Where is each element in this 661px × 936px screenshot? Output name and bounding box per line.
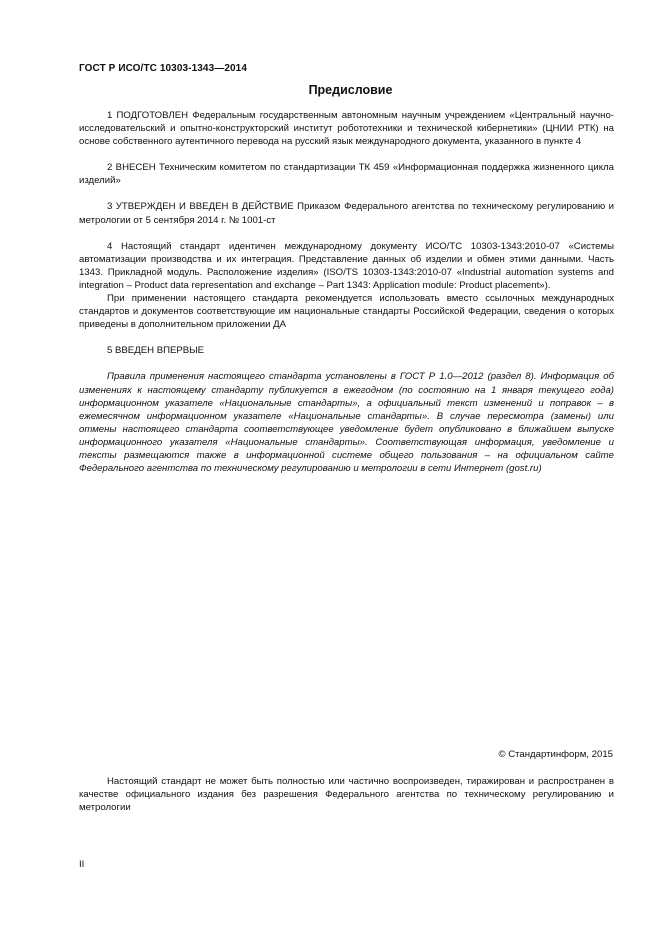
paragraph-application-rules: Правила применения настоящего стандарта установлены в ГОСТ Р 1.0—2012 (раздел 8). Информация об изменениях к настоящему стандарту публикуется в ежегодном (по состоянию на 1 января текущего года) информационном указателе «Национальные стандарты», а официальный текст изменений и поправок – в ежемесячном информационном указателе «Национальные стандарты». В случае пересмотра (замены) или отмены настоящего стандарта соответствующее уведомление будет опубликовано в ближайшем выпуске информационного указателя «Национальные стандарты». Соответствующая информация, уведомление и тексты размещаются также в информационной системе общего пользования – на официальном сайте Федерального агентства по техническому регулированию и метрологии в сети Интернет (gost.ru) — [79, 371, 614, 475]
document-header: ГОСТ Р ИСО/ТС 10303-1343—2014 — [79, 63, 247, 74]
paragraph-identical: 4 Настоящий стандарт идентичен международному документу ИСО/ТС 10303-1343:2010-07 «Системы автоматизации производства и их интеграция. Представление данных об изделии и обмен этими данными. Часть 1343. Прикладной модуль. Расположение изделия» (ISO/TS 10303-1343:2010-07 «Industrial automation systems and integration – Product data representation and exchange – Part 1343: Application module: Product placement»). — [79, 240, 614, 291]
paragraph-introduced: 2 ВНЕСЕН Техническим комитетом по стандартизации ТК 459 «Информационная поддержка жизненного цикла изделий» — [79, 162, 614, 187]
reproduction-notice: Настоящий стандарт не может быть полностью или частично воспроизведен, тиражирован и распространен в качестве официального издания без разрешения Федерального агентства по техническому регулированию и метрологии — [79, 776, 614, 814]
preface-body — [79, 109, 614, 475]
paragraph-approved: 3 УТВЕРЖДЕН И ВВЕДЕН В ДЕЙСТВИЕ Приказом Федерального агентства по техническому регулированию и метрологии от 5 сентября 2014 г. № 1001-ст — [79, 201, 614, 226]
paragraph-prepared: 1 ПОДГОТОВЛЕН Федеральным государственным автономным научным учреждением «Центральный научно-исследовательский и опытно-конструкторский институт робототехники и технической кибернетики» (ЦНИИ РТК) на основе собственного аутентичного перевода на русский язык международного документа, указанного в пункте 4 — [79, 110, 614, 148]
page-number: II — [79, 859, 85, 870]
paragraph-references: При применении настоящего стандарта рекомендуется использовать вместо ссылочных международных стандартов и документов соответствующие им национальные стандарты Российской Федерации, сведения о которых приведены в дополнительном приложении ДА — [79, 293, 614, 331]
copyright-line: © Стандартинформ, 2015 — [498, 749, 613, 760]
page-title: Предисловие — [308, 83, 393, 97]
paragraph-first-introduced: 5 ВВЕДЕН ВПЕРВЫЕ — [107, 345, 205, 357]
